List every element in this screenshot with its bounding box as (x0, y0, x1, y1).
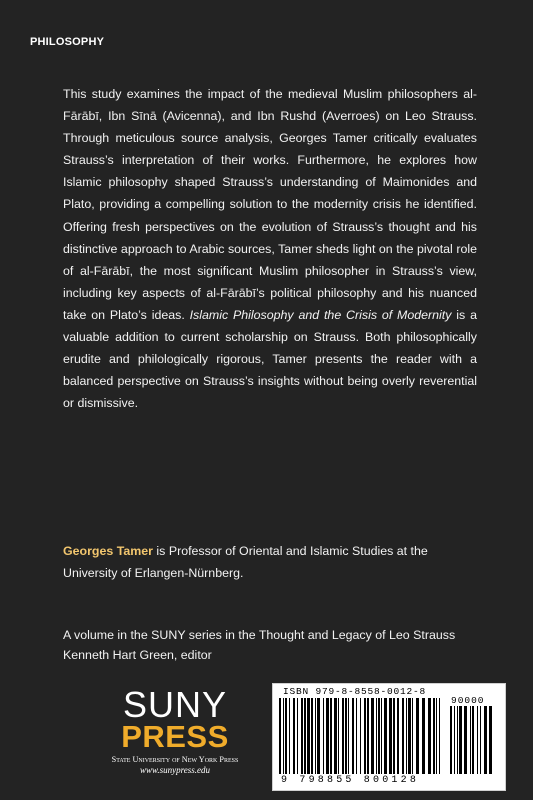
barcode-bar (352, 698, 354, 774)
barcode-bar (477, 706, 478, 774)
barcode-bar (301, 698, 303, 774)
barcode-main-bars (277, 698, 445, 776)
barcode-bar (406, 698, 407, 774)
barcode-bar (342, 698, 344, 774)
barcode-bar (360, 698, 361, 774)
price-code: 90000 (451, 695, 485, 706)
description-part-2: is a valuable addition to current scholarship on Strauss. Both philosophically erudite and philologically rigorous, Tamer presents the reader with a balanced perspective on Strauss’s insights without being overly reverential or dismissive. (63, 307, 477, 411)
barcode-digits: 9 798855 800128 (281, 775, 420, 786)
barcode-bar (304, 698, 306, 774)
barcode-bar (489, 706, 492, 774)
barcode-bar (356, 698, 357, 774)
barcode-bar (338, 698, 339, 774)
barcode-bar (381, 698, 382, 774)
book-description (63, 83, 477, 414)
barcode-bar (376, 698, 377, 774)
barcode-bar (416, 698, 419, 774)
logo-word-suny: SUNY (122, 684, 228, 725)
barcode-bar (311, 698, 313, 774)
barcode-bar (459, 706, 462, 774)
publisher-url: www.sunypress.edu (139, 765, 210, 775)
barcode-bar (450, 706, 452, 774)
barcode-bar (345, 698, 347, 774)
publisher-logo (100, 684, 250, 776)
isbn-barcode (272, 683, 506, 791)
series-info (63, 625, 503, 665)
barcode-bar (283, 698, 284, 774)
author-bio (63, 540, 483, 584)
barcode-bar (428, 698, 431, 774)
barcode-bar (317, 698, 320, 774)
barcode-bar (472, 706, 474, 774)
barcode-bar (279, 698, 281, 774)
barcode-bar (484, 706, 487, 774)
barcode-bar (402, 698, 404, 774)
barcode-bar (393, 698, 395, 774)
barcode-bar (389, 698, 392, 774)
barcode-bar (371, 698, 374, 774)
barcode-bar (397, 698, 399, 774)
logo-word-press: PRESS (121, 719, 229, 754)
barcode-bar (334, 698, 337, 774)
barcode-bar (364, 698, 366, 774)
barcode-bar (323, 698, 324, 774)
barcode-bar (454, 706, 455, 774)
isbn-label: ISBN 979-8-8558-0012-8 (283, 686, 427, 697)
barcode-bar (297, 698, 298, 774)
author-name: Georges Tamer (63, 544, 153, 558)
barcode-bar (439, 698, 440, 774)
barcode-bar (470, 706, 471, 774)
book-title-italic: Islamic Philosophy and the Crisis of Modernity (189, 307, 452, 322)
barcode-bar (464, 706, 467, 774)
barcode-bar (408, 698, 411, 774)
barcode-bar (293, 698, 295, 774)
barcode-bar (315, 698, 316, 774)
author-bio-text: is Professor of Oriental and Islamic Studies at the University of Erlangen-Nürnberg. (63, 544, 428, 580)
publisher-full-name: State University of New York Press (111, 755, 239, 764)
barcode-bar (412, 698, 413, 774)
barcode-bar (433, 698, 435, 774)
barcode-bar (480, 706, 481, 774)
barcode-bar (436, 698, 437, 774)
barcode-bar (422, 698, 425, 774)
barcode-addon-bars (448, 706, 498, 776)
barcode-bar (285, 698, 287, 774)
barcode-bar (367, 698, 369, 774)
barcode-bar (289, 698, 290, 774)
barcode-bar (326, 698, 329, 774)
barcode-bar (378, 698, 380, 774)
series-editor: Kenneth Hart Green, editor (63, 648, 212, 662)
barcode-bar (330, 698, 332, 774)
barcode-bar (457, 706, 458, 774)
category-label: PHILOSOPHY (30, 36, 105, 48)
barcode-bar (307, 698, 310, 774)
series-line: A volume in the SUNY series in the Thought and Legacy of Leo Strauss (63, 628, 456, 642)
barcode-bar (384, 698, 387, 774)
description-part-1: This study examines the impact of the medieval Muslim philosophers al-Fārābī, Ibn Sīnā (Avicenna), and Ibn Rushd (Averroes) on Leo Strauss. Through meticulous source analysis, Georges Tamer critically evaluates Strauss’s interpretation of their works. Furthermore, he explores how Islamic philosophy shaped Strauss’s understanding of Maimonides and Plato, providing a compelling solution to the modernity crisis he identified. Offering fresh perspectives on the evolution of Strauss’s thought and his distinctive approach to Arabic sources, Tamer sheds light on the pivotal role of al-Fārābī, the most significant Muslim philosopher in Strauss’s view, including key aspects of al-Fārābī’s political philosophy and his nuanced take on Plato’s ideas. (63, 87, 477, 322)
barcode-bar (348, 698, 349, 774)
